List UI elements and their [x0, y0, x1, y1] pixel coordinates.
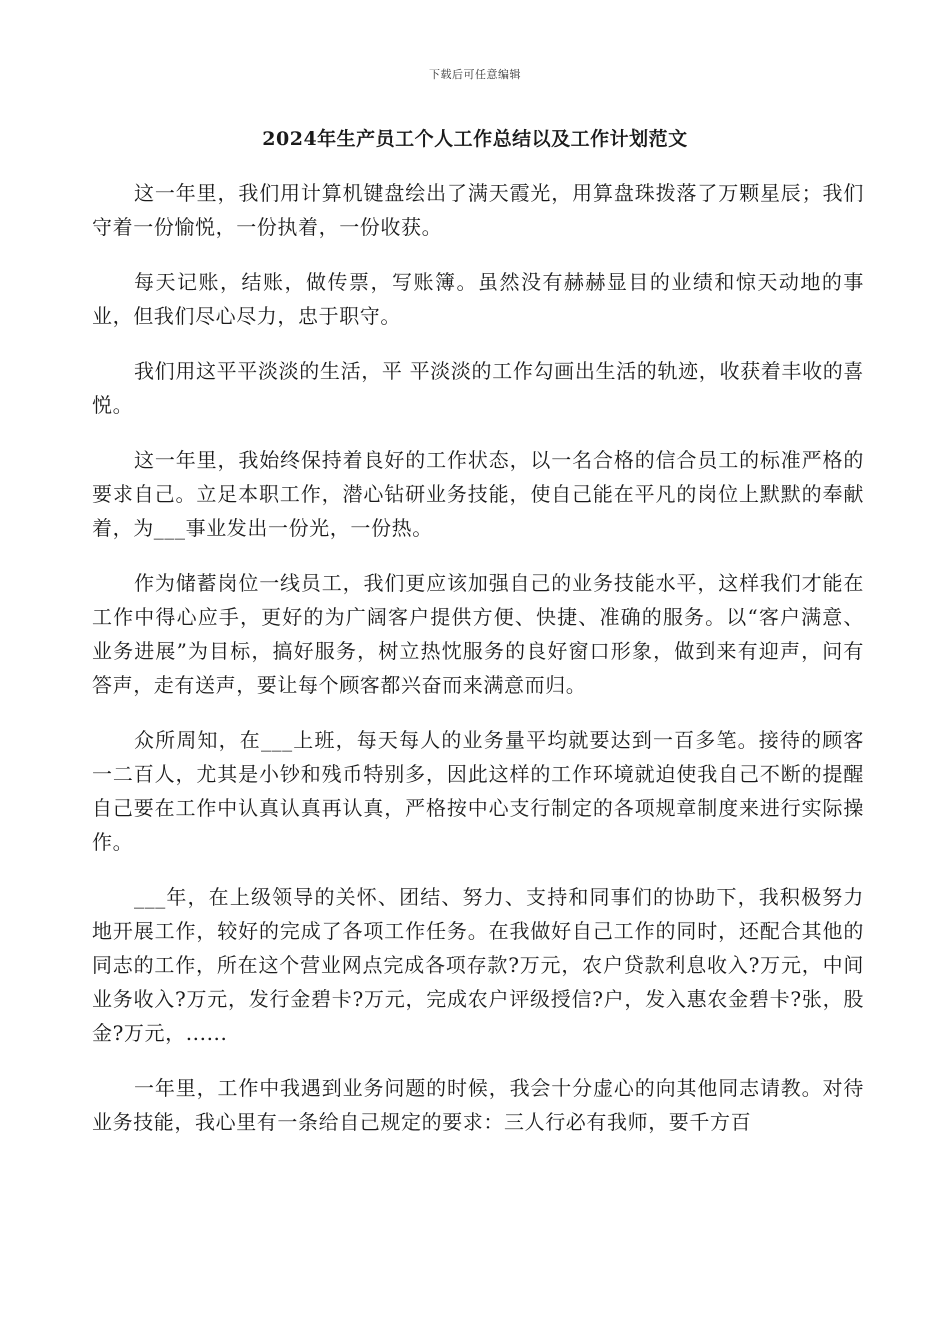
document-title: 2024年生产员工个人工作总结以及工作计划范文	[262, 128, 688, 150]
paragraph: 我们用这平平淡淡的生活，平 平淡淡的工作勾画出生活的轨迹，收获着丰收的喜悦。	[92, 359, 864, 417]
document-body	[92, 176, 864, 1160]
paragraph: 作为储蓄岗位一线员工，我们更应该加强自己的业务技能水平，这样我们才能在工作中得心应手，更好的为广阔客户提供方便、快捷、准确的服务。以“客户满意、业务进展”为目标，搞好服务，树立热忱服务的良好窗口形象，做到来有迎声，问有答声，走有送声，要让每个顾客都兴奋而来满意而归。	[92, 571, 864, 697]
paragraph: 这一年里，我们用计算机键盘绘出了满天霞光，用算盘珠拨落了万颗星辰；我们守着一份愉悦，一份执着，一份收获。	[92, 181, 864, 239]
paragraph: 每天记账，结账，做传票，写账簿。虽然没有赫赫显目的业绩和惊天动地的事业，但我们尽心尽力，忠于职守。	[92, 270, 864, 328]
paragraph: 众所周知，在___上班，每天每人的业务量平均就要达到一百多笔。接待的顾客一二百人，尤其是小钞和残币特别多，因此这样的工作环境就迫使我自己不断的提醒自己要在工作中认真认真再认真，严格按中心支行制定的各项规章制度来进行实际操作。	[92, 728, 864, 854]
paragraph: ___年，在上级领导的关怀、团结、努力、支持和同事们的协助下，我积极努力地开展工作，较好的完成了各项工作任务。在我做好自己工作的同时，还配合其他的同志的工作，所在这个营业网点完成各项存款?万元，农户贷款利息收入?万元，中间业务收入?万元，发行金碧卡?万元，完成农户评级授信?户，发入惠农金碧卡?张，股金?万元，......	[92, 885, 864, 1045]
paragraph: 一年里，工作中我遇到业务问题的时候，我会十分虚心的向其他同志请教。对待业务技能，我心里有一条给自己规定的要求：三人行必有我师，要千方百	[92, 1076, 864, 1134]
paragraph: 这一年里，我始终保持着良好的工作状态，以一名合格的信合员工的标准严格的要求自己。立足本职工作，潜心钻研业务技能，使自己能在平凡的岗位上默默的奉献着，为___事业发出一份光，一份热。	[92, 448, 864, 540]
page-header-note: 下载后可任意编辑	[429, 68, 521, 81]
